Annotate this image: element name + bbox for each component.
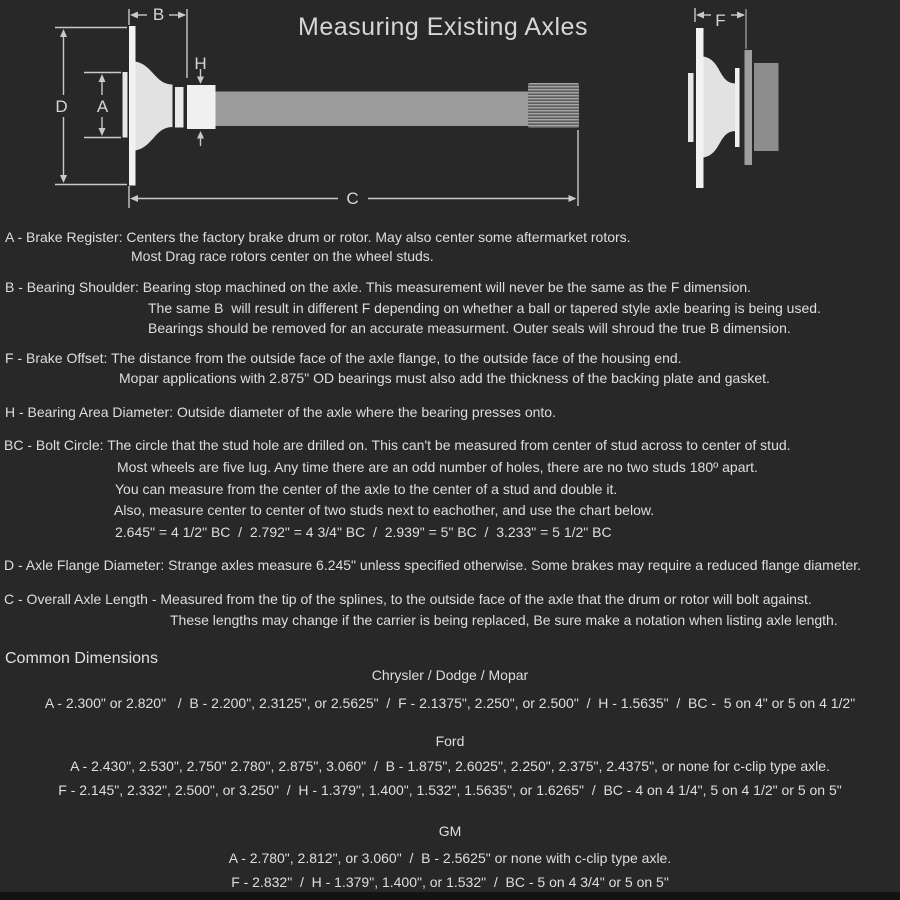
- section-c-line-2: These lengths may change if the carrier is being replaced, Be sure make a notation when listing axle length.: [170, 612, 838, 628]
- section-f-line-2: Mopar applications with 2.875" OD bearings must also add the thickness of the backing plate and gasket.: [119, 370, 770, 386]
- section-a-line-2: Most Drag race rotors center on the wheel studs.: [131, 248, 434, 264]
- group-mopar-name: Chrysler / Dodge / Mopar: [371, 667, 529, 683]
- page-title: Measuring Existing Axles: [298, 13, 588, 41]
- section-f-line-1: F - Brake Offset: The distance from the outside face of the axle flange, to the outside face of the housing end.: [5, 350, 682, 366]
- axle-flange-2: [696, 28, 704, 188]
- arrow-h-down: [197, 77, 204, 85]
- section-b-line-2: The same B will result in different F depending on whether a ball or tapered style axle bearing is being used.: [148, 300, 821, 316]
- backing-plate: [745, 50, 753, 165]
- dim-label-f: F: [715, 11, 726, 30]
- section-bc-line-1: BC - Bolt Circle: The circle that the stud hole are drilled on. This can't be measured from center of stud across to center of stud.: [4, 437, 791, 453]
- arrow-c-left: [130, 195, 138, 202]
- axle-shaft: [216, 92, 531, 127]
- section-bc-line-3: You can measure from the center of the axle to the center of a stud and double it.: [115, 481, 618, 497]
- dim-label-b: B: [152, 5, 165, 24]
- group-ford-name: Ford: [435, 733, 465, 749]
- group-ford-specs-2: F - 2.145", 2.332", 2.500", or 3.250" / H - 1.379", 1.400", 1.532", 1.5635", or 1.6265" / BC - 4 on 4 1/4", 5 on 4 1/2" or 5 on 5": [58, 782, 842, 798]
- group-gm-specs-1: A - 2.780", 2.812", or 3.060" / B - 2.5625" or none with c-clip type axle.: [228, 850, 672, 866]
- bottom-edge-strip: [0, 892, 900, 900]
- arrow-c-right: [569, 195, 577, 202]
- brake-register-ridge-2: [688, 73, 694, 142]
- axle-side-view: [123, 26, 580, 186]
- dim-label-a: A: [96, 97, 109, 116]
- housing-end: [754, 63, 779, 151]
- dim-label-h: H: [194, 54, 207, 73]
- axle-hub-taper: [136, 62, 173, 151]
- section-c-line-1: C - Overall Axle Length - Measured from the tip of the splines, to the outside face of the axle that the drum or rotor will bolt against.: [4, 591, 812, 607]
- brake-register-ridge: [123, 72, 128, 138]
- section-a-line-1: A - Brake Register: Centers the factory brake drum or rotor. May also center some aftermarket rotors.: [5, 229, 631, 245]
- section-d-line-1: D - Axle Flange Diameter: Strange axles measure 6.245" unless specified otherwise. Some brakes may require a reduced flange diameter.: [4, 557, 862, 573]
- axle-hub-taper-2: [704, 57, 737, 158]
- arrow-h-up: [197, 131, 204, 139]
- section-b-line-3: Bearings should be removed for an accurate measurment. Outer seals will shroud the true B dimension.: [148, 320, 791, 336]
- spline-end: [528, 83, 579, 128]
- section-bc-line-4: Also, measure center to center of two studs next to eachother, and use the chart below.: [114, 502, 655, 518]
- axle-spacer-ring: [175, 87, 184, 128]
- bearing-area: [187, 85, 216, 129]
- section-b-line-1: B - Bearing Shoulder: Bearing stop machined on the axle. This measurement will never be the same as the F dimension.: [5, 279, 752, 295]
- group-mopar-specs: A - 2.300" or 2.820" / B - 2.200", 2.3125", or 2.5625" / F - 2.1375", 2.250", or 2.500" / H - 1.5635" / BC - 5 on 4" or 5 on 4 1/2": [44, 695, 856, 711]
- dim-label-c: C: [346, 189, 359, 208]
- group-ford-specs-1: A - 2.430", 2.530", 2.750" 2.780", 2.875", 3.060" / B - 1.875", 2.6025", 2.250", 2.375", 2.4375", or none for c-clip type axle.: [70, 758, 830, 774]
- group-gm-name: GM: [438, 823, 462, 839]
- dim-label-d: D: [55, 97, 68, 116]
- section-h-line-1: H - Bearing Area Diameter: Outside diameter of the axle where the bearing presses onto.: [5, 404, 556, 420]
- bearing-cap: [735, 68, 740, 147]
- axle-flange: [129, 26, 136, 186]
- common-dimensions-heading: Common Dimensions: [5, 650, 158, 667]
- section-bc-line-2: Most wheels are five lug. Any time there are an odd number of holes, there are no two studs 180º apart.: [117, 459, 758, 475]
- arrow-d-down: [60, 175, 67, 183]
- section-bc-line-5: 2.645" = 4 1/2" BC / 2.792" = 4 3/4" BC / 2.939" = 5" BC / 3.233" = 5 1/2" BC: [115, 524, 612, 540]
- group-gm-specs-2: F - 2.832" / H - 1.379", 1.400", or 1.532" / BC - 5 on 4 3/4" or 5 on 5": [231, 874, 669, 890]
- arrow-a-down: [99, 128, 106, 136]
- arrow-a-up: [99, 74, 106, 82]
- axle-end-view: [688, 28, 779, 188]
